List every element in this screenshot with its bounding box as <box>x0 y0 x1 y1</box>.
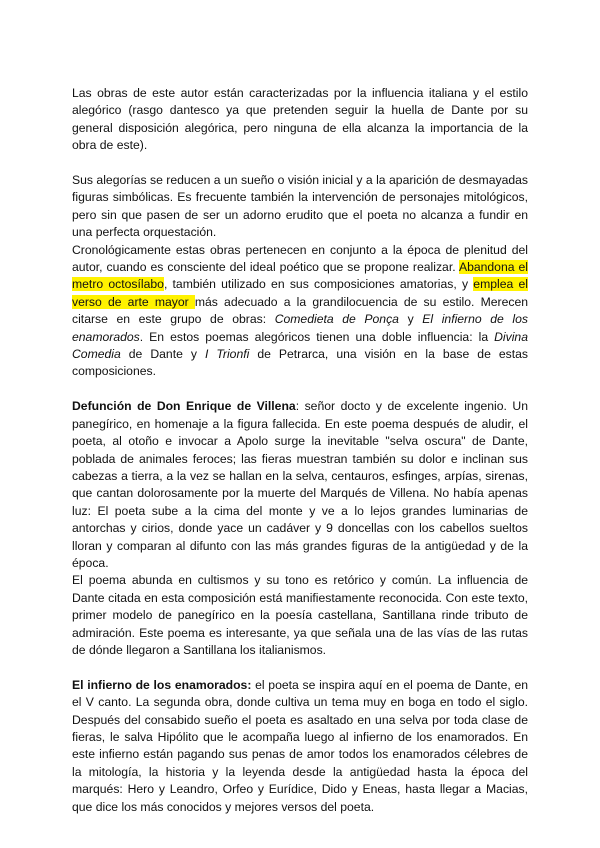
text-run: de Dante y <box>120 347 205 362</box>
text-run: más adecuado a la grandilocuencia de su estilo. Merecen citarse en este grupo de obras: <box>72 294 528 327</box>
paragraph-intro: Las obras de este autor están caracterizadas por la influencia italiana y el estilo alegórico (rasgo dantesco ya que pretenden seguir la huella de Dante por su general disposición alegórica, pero ninguna de ella alcanza la importancia de la obra de este). <box>72 86 528 153</box>
paragraph-cultismos: El poema abunda en cultismos y su tono es retórico y común. La influencia de Dante citada en esta composición está manifiestamente reconocida. Con este texto, primer modelo de panegírico en la poesía castellana, Santillana rinde tributo de admiración. Este poema es interesante, ya que señala una de las vías de las rutas de dónde llegaron a Santillana los italianismos. <box>72 573 528 657</box>
highlight-verso-arte-mayor: emplea el verso de arte mayor <box>72 277 528 309</box>
paragraph-gap <box>72 381 528 398</box>
document-body <box>72 85 528 816</box>
text-run: , también utilizado en sus composiciones amatorias, y <box>163 277 474 292</box>
title-comedieta: Comedieta de Ponça <box>274 312 399 327</box>
text-run: de Petrarca, una visión en la base de estas composiciones. <box>72 347 528 379</box>
title-infierno: El infierno de los enamorados <box>72 312 529 344</box>
paragraph-cronologia <box>72 242 528 381</box>
text-run: : señor docto y de excelente ingenio. Un panegírico, en homenaje a la figura fallecida. En este poema después de aludir, el poeta, al otoño e invocar a Apolo surge la inevitable "selva oscura" de Dante, poblada de animales feroces; las fieras muestran también su dolor e inclinan sus cabezas a tierra, a la vez se hallan en la selva, centauros, esfinges, arpías, sirenas, que cantan dolorosamente por la muerte del Marqués de Villena. No había apenas luz: El poeta sube a la cima del monte y ve a lo lejos grandes luminarias de antorchas y cirios, donde yace un cadáver y 9 doncellas con los cabellos sueltos lloran y comparan al difunto con las más grandes figuras de la antigüedad y de la época. <box>72 399 528 570</box>
title-i-trionfi: I Trionfi <box>204 347 250 362</box>
paragraph-gap <box>72 659 528 676</box>
text-run: . En estos poemas alegóricos tienen una doble influencia: la <box>139 329 495 344</box>
heading-infierno: El infierno de los enamorados: <box>72 677 252 692</box>
heading-defuncion: Defunción de Don Enrique de Villena <box>72 399 296 414</box>
paragraph-infierno <box>72 677 528 816</box>
paragraph-gap <box>72 155 528 172</box>
paragraph-alegorias: Sus alegorías se reducen a un sueño o visión inicial y a la aparición de desmayadas figuras simbólicas. Es frecuente también la intervención de personajes mitológicos, pero sin que pasen de ser un adorno erudito que el poeta no alcanza a fundir en una perfecta orquestación. <box>72 173 528 240</box>
paragraph-defuncion <box>72 398 528 572</box>
highlight-metro-octosilabo: Abandona el metro octosílabo <box>72 260 529 292</box>
title-divina-comedia: Divina Comedia <box>72 329 528 362</box>
text-run: el poeta se inspira aquí en el poema de Dante, en el V canto. La segunda obra, donde cultiva un tema muy en boga en todo el siglo. Después del consabido sueño el poeta es asaltado en una selva por toda clase de fieras, le salva Hipólito que le acompaña luego al infierno de los enamorados. En este infierno están pagando sus penas de amor todos los enamorados célebres de la mitología, la historia y la leyenda desde la antigüedad hasta la época del marqués: Hero y Leandro, Orfeo y Eurídice, Dido y Eneas, hasta llegar a Macias, que dice los más conocidos y mejores versos del poeta. <box>72 677 528 814</box>
text-run: Cronológicamente estas obras pertenecen en conjunto a la época de plenitud del autor, cuando es consciente del ideal poético que se propone realizar. <box>72 242 528 275</box>
text-run: y <box>398 312 423 327</box>
